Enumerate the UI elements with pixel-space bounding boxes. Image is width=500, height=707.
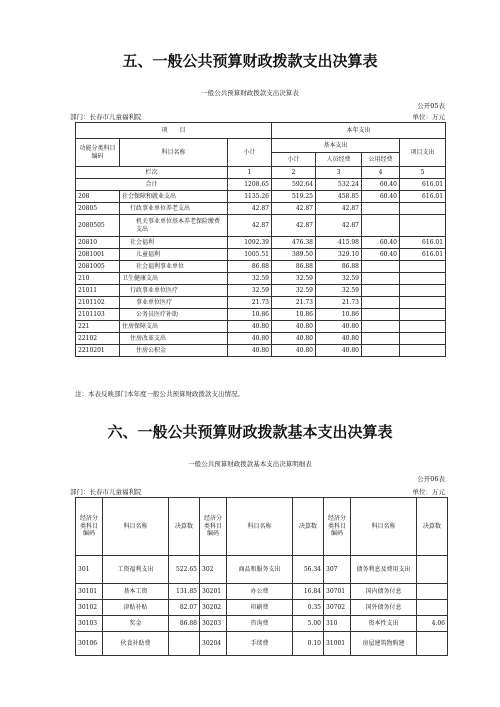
amount-cell: 476.38: [272, 237, 316, 249]
colnum-cell: 1: [228, 167, 272, 179]
amount-cell: 10.86: [316, 309, 362, 321]
colnum-cell: 4: [362, 167, 400, 179]
amount-cell: [362, 285, 400, 297]
subject-cell: 工资福利支出: [103, 556, 169, 584]
section5-code: 公开05表: [417, 102, 445, 110]
table-row: [76, 261, 446, 273]
subject-cell: 国内债务付息: [351, 584, 417, 600]
amount-cell: [362, 215, 400, 237]
colnum-cell: 2: [272, 167, 316, 179]
code-cell: 30204: [200, 632, 227, 656]
amount-cell: 32.59: [272, 273, 316, 285]
amount-cell: 458.85: [316, 191, 362, 203]
table-header-row: [76, 139, 446, 153]
section5-subtitle: 一般公共预算财政拨款支出决算表: [201, 89, 299, 97]
subject-cell: 住房公积金: [120, 345, 228, 357]
amount-cell: 60.40: [362, 237, 400, 249]
header-item: 项 目: [76, 123, 272, 139]
subject-cell: 社会福利事业单位: [120, 261, 228, 273]
table-row: [76, 321, 446, 333]
amount-cell: 40.80: [228, 321, 272, 333]
section6-unit: 单位：万元: [412, 488, 445, 496]
section5-title: 五、一般公共预算财政拨款支出决算表: [122, 52, 378, 70]
amount-cell: 32.59: [316, 273, 362, 285]
subject-cell: 儿童福利: [120, 249, 228, 261]
total-cell: 60.40: [362, 179, 400, 191]
amount-cell: 1005.51: [228, 249, 272, 261]
amount-cell: 42.87: [272, 215, 316, 237]
code-cell: 30202: [200, 600, 227, 616]
subject-cell: 奖金: [103, 616, 169, 632]
subject-cell: 津贴补贴: [103, 600, 169, 616]
column-number-row: [76, 167, 446, 179]
amount-cell: [362, 261, 400, 273]
table-row: [76, 203, 446, 215]
table-row: [76, 345, 446, 357]
amount-cell: 40.80: [316, 345, 362, 357]
code-cell: 20805: [76, 203, 120, 215]
amount-cell: 42.87: [228, 203, 272, 215]
amount-cell: [362, 345, 400, 357]
amount-cell: 519.25: [272, 191, 316, 203]
amount-cell: 56.34: [293, 556, 324, 584]
amount-cell: 86.88: [169, 616, 200, 632]
subject-cell: 行政事业单位医疗: [120, 285, 228, 297]
amount-cell: [417, 556, 448, 584]
code-cell: 22102: [76, 333, 120, 345]
amount-cell: 4.06: [417, 616, 448, 632]
header-subject: 科目名称: [351, 498, 417, 556]
subject-cell: 社会福利: [120, 237, 228, 249]
code-cell: 2081001: [76, 249, 120, 261]
amount-cell: 42.87: [228, 215, 272, 237]
subject-cell: 公务员医疗补助: [120, 309, 228, 321]
header-func-code: 功能分类科目编码: [76, 139, 120, 167]
subject-cell: 印刷费: [227, 600, 293, 616]
total-cell: 532.24: [316, 179, 362, 191]
subject-cell: 国外债务付息: [351, 600, 417, 616]
subject-cell: 咨询费: [227, 616, 293, 632]
table-row: [76, 191, 446, 203]
header-basic-subtotal: 小计: [272, 153, 316, 167]
subject-cell: 住房保障支出: [120, 321, 228, 333]
amount-cell: [400, 273, 446, 285]
subject-cell: 基本工资: [103, 584, 169, 600]
amount-cell: [362, 321, 400, 333]
amount-cell: 42.87: [272, 203, 316, 215]
subject-cell: 行政事业单位养老支出: [120, 203, 228, 215]
amount-cell: 616.01: [400, 237, 446, 249]
amount-cell: 40.80: [316, 321, 362, 333]
amount-cell: 40.80: [272, 345, 316, 357]
section5-note: 注：本表反映部门本年度一般公共预算财政拨款支出情况。: [75, 390, 244, 398]
amount-cell: 0.10: [293, 632, 324, 656]
total-cell: 616.01: [400, 179, 446, 191]
amount-cell: [417, 600, 448, 616]
amount-cell: 1135.26: [228, 191, 272, 203]
code-cell: 2080505: [76, 215, 120, 237]
amount-cell: 42.87: [316, 215, 362, 237]
amount-cell: 32.59: [228, 273, 272, 285]
amount-cell: 86.88: [316, 261, 362, 273]
header-amount: 决算数: [417, 498, 448, 556]
amount-cell: 42.87: [316, 203, 362, 215]
colnum-cell: 3: [316, 167, 362, 179]
colnum-label: 栏次: [76, 167, 228, 179]
total-cell: 592.64: [272, 179, 316, 191]
section5-table: [75, 122, 446, 357]
section6-code: 公开06表: [417, 475, 445, 483]
code-cell: 21011: [76, 285, 120, 297]
header-public: 公用经费: [362, 153, 400, 167]
amount-cell: [362, 309, 400, 321]
amount-cell: 86.88: [272, 261, 316, 273]
code-cell: 30103: [76, 616, 103, 632]
amount-cell: 40.80: [316, 333, 362, 345]
amount-cell: [362, 333, 400, 345]
code-cell: 30203: [200, 616, 227, 632]
header-subject: 科目名称: [103, 498, 169, 556]
amount-cell: [400, 297, 446, 309]
amount-cell: [400, 321, 446, 333]
subject-cell: 资本性支出: [351, 616, 417, 632]
table-row: [76, 632, 448, 656]
amount-cell: 21.73: [272, 297, 316, 309]
subject-cell: 社会保障和就业支出: [120, 191, 228, 203]
code-cell: 208: [76, 191, 120, 203]
amount-cell: 21.73: [316, 297, 362, 309]
subject-cell: 债务利息及费用支出: [351, 556, 417, 584]
amount-cell: [362, 203, 400, 215]
amount-cell: 10.86: [228, 309, 272, 321]
amount-cell: 40.80: [228, 345, 272, 357]
amount-cell: 40.80: [272, 333, 316, 345]
table-header-row: [76, 123, 446, 139]
table-row: [76, 556, 448, 584]
amount-cell: [417, 584, 448, 600]
code-cell: 30101: [76, 584, 103, 600]
header-basic: 基本支出: [272, 139, 400, 153]
subject-cell: 房屋建筑物购建: [351, 632, 417, 656]
table-row: [76, 215, 446, 237]
table-row: [76, 600, 448, 616]
table-row: [76, 333, 446, 345]
section6-table: [75, 497, 448, 656]
amount-cell: 522.65: [169, 556, 200, 584]
amount-cell: 82.07: [169, 600, 200, 616]
subject-cell: 卫生健康支出: [120, 273, 228, 285]
header-econ-code: 经济分类科目编码: [324, 498, 351, 556]
amount-cell: 86.88: [228, 261, 272, 273]
amount-cell: 16.84: [293, 584, 324, 600]
code-cell: 301: [76, 556, 103, 584]
total-row: [76, 179, 446, 191]
table-row: [76, 297, 446, 309]
amount-cell: [400, 309, 446, 321]
amount-cell: 60.40: [362, 191, 400, 203]
amount-cell: 1092.39: [228, 237, 272, 249]
code-cell: 30702: [324, 600, 351, 616]
section6-dept: 部门：长春市儿童福利院: [70, 488, 142, 496]
subject-cell: 伙食补助费: [103, 632, 169, 656]
header-econ-code: 经济分类科目编码: [76, 498, 103, 556]
subject-cell: 住房改革支出: [120, 333, 228, 345]
amount-cell: 10.86: [272, 309, 316, 321]
code-cell: 30701: [324, 584, 351, 600]
amount-cell: [400, 203, 446, 215]
amount-cell: 616.01: [400, 249, 446, 261]
section6-subtitle: 一般公共预算财政拨款基本支出决算明细表: [188, 460, 312, 468]
header-subject: 科目名称: [120, 139, 228, 167]
amount-cell: 32.59: [272, 285, 316, 297]
header-amount: 决算数: [169, 498, 200, 556]
amount-cell: [400, 261, 446, 273]
subject-cell: 事业单位医疗: [120, 297, 228, 309]
code-cell: 302: [200, 556, 227, 584]
amount-cell: 5.00: [293, 616, 324, 632]
section5-unit: 单位：万元: [412, 113, 445, 121]
table-row: [76, 237, 446, 249]
amount-cell: 131.85: [169, 584, 200, 600]
amount-cell: [400, 215, 446, 237]
subject-cell: 商品和服务支出: [227, 556, 293, 584]
table-row: [76, 584, 448, 600]
header-current: 本年支出: [272, 123, 446, 139]
amount-cell: [169, 632, 200, 656]
amount-cell: 40.80: [228, 333, 272, 345]
code-cell: 2210201: [76, 345, 120, 357]
amount-cell: 0.35: [293, 600, 324, 616]
table-row: [76, 249, 446, 261]
amount-cell: 32.59: [316, 285, 362, 297]
amount-cell: [417, 632, 448, 656]
header-subtotal: 小计: [228, 139, 272, 167]
table-row: [76, 309, 446, 321]
subject-cell: 手续费: [227, 632, 293, 656]
code-cell: 310: [324, 616, 351, 632]
code-cell: 221: [76, 321, 120, 333]
amount-cell: 616.01: [400, 191, 446, 203]
code-cell: 31001: [324, 632, 351, 656]
code-cell: 20810: [76, 237, 120, 249]
amount-cell: [400, 285, 446, 297]
amount-cell: 21.73: [228, 297, 272, 309]
amount-cell: 389.50: [272, 249, 316, 261]
header-project: 项目支出: [400, 139, 446, 167]
amount-cell: 329.10: [316, 249, 362, 261]
amount-cell: 32.59: [228, 285, 272, 297]
amount-cell: [400, 345, 446, 357]
subject-cell: 机关事业单位基本养老保险缴费支出: [120, 215, 228, 237]
amount-cell: [362, 297, 400, 309]
code-cell: 30106: [76, 632, 103, 656]
total-cell: 1208.65: [228, 179, 272, 191]
table-row: [76, 616, 448, 632]
code-cell: 30201: [200, 584, 227, 600]
amount-cell: [400, 333, 446, 345]
amount-cell: 415.98: [316, 237, 362, 249]
code-cell: 2101102: [76, 297, 120, 309]
colnum-cell: 5: [400, 167, 446, 179]
header-personnel: 人员经费: [316, 153, 362, 167]
header-subject: 科目名称: [227, 498, 293, 556]
code-cell: 307: [324, 556, 351, 584]
amount-cell: [362, 273, 400, 285]
section6-title: 六、一般公共预算财政拨款基本支出决算表: [107, 423, 393, 441]
table-row: [76, 273, 446, 285]
table-row: [76, 285, 446, 297]
header-econ-code: 经济分类科目编码: [200, 498, 227, 556]
code-cell: 2101103: [76, 309, 120, 321]
code-cell: 210: [76, 273, 120, 285]
code-cell: 30102: [76, 600, 103, 616]
subject-cell: 办公费: [227, 584, 293, 600]
amount-cell: 40.80: [272, 321, 316, 333]
code-cell: 2081005: [76, 261, 120, 273]
amount-cell: 60.40: [362, 249, 400, 261]
section5-dept: 部门：长春市儿童福利院: [70, 113, 142, 121]
table-header-row: [76, 498, 448, 556]
header-amount: 决算数: [293, 498, 324, 556]
total-label: 合计: [76, 179, 228, 191]
